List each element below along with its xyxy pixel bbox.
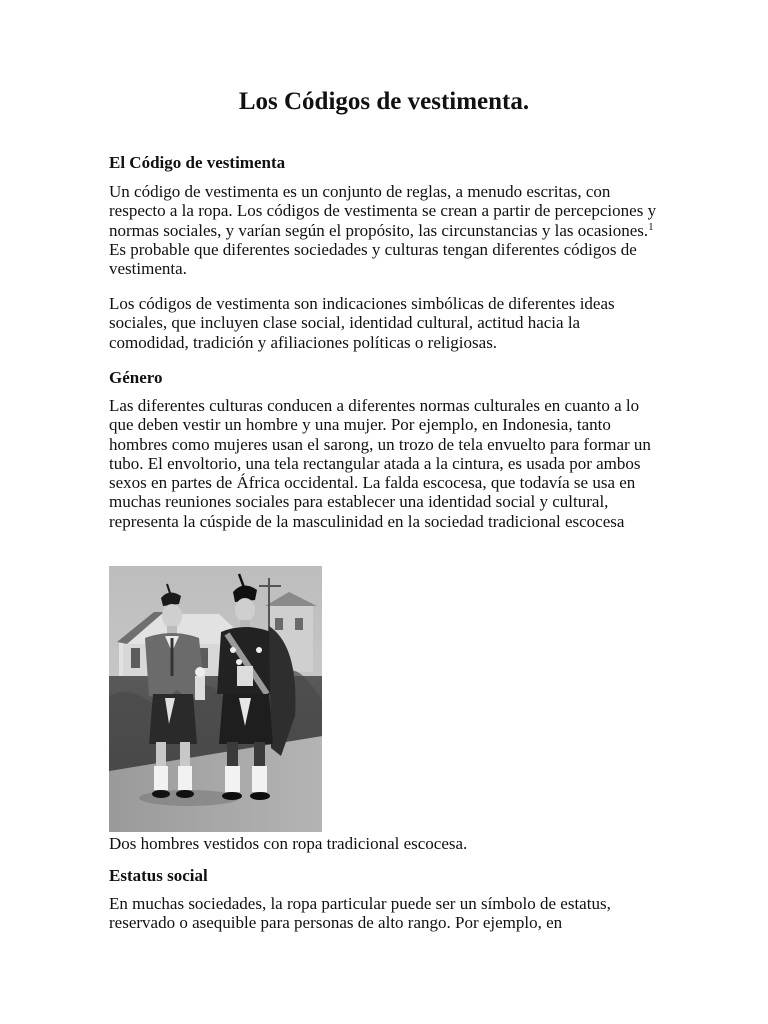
paragraph-indicaciones: Los códigos de vestimenta son indicaciones simbólicas de diferentes ideas sociales, que incluyen clase social, identidad cultural, actitud hacia la comodidad, tradición y afiliaciones políticas o religiosas. — [109, 294, 615, 352]
document-title: Los Códigos de vestimenta. — [238, 88, 530, 115]
scottish-men-photo — [109, 566, 322, 832]
paragraph-genero: Las diferentes culturas conducen a diferentes normas culturales en cuanto a lo que deben vestir un hombre y una mujer. Por ejemplo, en Indonesia, tanto hombres como mujeres usan el sarong, un trozo de tela envuelto para formar un tubo. El envoltorio, una tela rectangular atada a la cintura, es usada por ambos sexos en partes de África occidental. La falda escocesa, que todavía se usa en muchas reuniones sociales para establecer una identidad social y cultural, representa la cúspide de la masculinidad en la sociedad tradicional escocesa — [109, 396, 651, 531]
figure-caption: Dos hombres vestidos con ropa tradicional escocesa. — [109, 834, 468, 853]
photo-illustration — [109, 566, 322, 832]
section-heading-genero: Género — [109, 368, 163, 387]
section-heading-codigo: El Código de vestimenta — [109, 153, 286, 172]
paragraph-text: Un código de vestimenta es un conjunto de reglas, a menudo escritas, con respecto a la ropa. Los códigos de vestimenta se crean a partir de percepciones y normas sociales, y varían según el propósito, las circunstancias y las ocasiones. — [109, 182, 657, 240]
section-heading-estatus: Estatus social — [109, 866, 208, 885]
paragraph-definicion — [109, 182, 661, 278]
paragraph-estatus: En muchas sociedades, la ropa particular puede ser un símbolo de estatus, reservado o asequible para personas de alto rango. Por ejemplo, en — [109, 894, 611, 933]
paragraph-text: Es probable que diferentes sociedades y culturas tengan diferentes códigos de vestimenta. — [109, 239, 637, 279]
footnote-reference[interactable]: 1 — [648, 220, 654, 233]
